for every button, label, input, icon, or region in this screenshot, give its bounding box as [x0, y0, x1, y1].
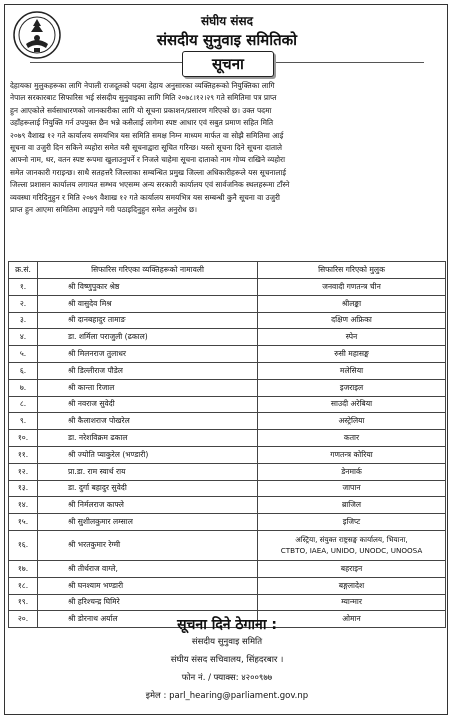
serial-cell: १९.	[9, 594, 38, 611]
country-text: डेनमार्क	[341, 466, 362, 476]
country-cell	[258, 463, 446, 480]
serial-cell: १२.	[9, 463, 38, 480]
nominee-name-cell: श्री नवराज सुवेदी	[38, 396, 258, 413]
serial-cell: १३.	[9, 480, 38, 497]
nominee-name-cell: श्री दानबहादुर तामाङ	[38, 312, 258, 329]
email-address[interactable]: इमेल : parl_hearing@parliament.gov.np	[145, 691, 309, 701]
nominee-name-cell: श्री तीर्थराज वाग्ले,	[38, 560, 258, 577]
body-line: सूचना वा उजुरी दिन सकिने व्यहोरा समेत यसै सूचनाद्वारा सूचित गरिन्छ। यस्तो सूचना दिने सूचना दाताले	[10, 143, 283, 153]
header-serial: क्र.सं.	[9, 262, 38, 279]
committee-title: संसदीय सुनुवाइ समितिको	[156, 31, 298, 49]
country-cell	[258, 329, 446, 346]
nominee-name-cell: डा. दुर्गा बहादुर सुवेदी	[38, 480, 258, 497]
table-row	[9, 577, 446, 594]
table-header-row	[9, 262, 446, 279]
country-cell	[258, 312, 446, 329]
notice-body	[10, 80, 446, 216]
nominee-name-cell: श्री डोरनाथ अर्याल	[38, 611, 258, 628]
serial-cell: १८.	[9, 577, 38, 594]
nominee-name-cell: श्री कैलाशराज पोखरेल	[38, 413, 258, 430]
header-country: सिफारिस गरिएको मुलुक	[258, 262, 446, 279]
body-line: देहायका मुलुकहरूका लागि नेपाली राजदूतको पदमा देहाय अनुसारका व्यक्तिहरूको नियुक्तिका लागि	[10, 81, 275, 90]
table-row	[9, 279, 446, 296]
country-text: रुसी महासङ्घ	[334, 349, 369, 359]
serial-cell: ८.	[9, 396, 38, 413]
address-committee: संसदीय सुनुवाइ समिति	[191, 637, 263, 647]
serial-cell: १६.	[9, 530, 38, 560]
nominee-name-cell: श्री कान्ता रिजाल	[38, 379, 258, 396]
nominee-name-cell: श्री हरिश्चन्द्र घिमिरे	[38, 594, 258, 611]
table-row	[9, 430, 446, 447]
country-cell	[258, 446, 446, 463]
serial-cell: ७.	[9, 379, 38, 396]
serial-cell: १०.	[9, 430, 38, 447]
table-row	[9, 295, 446, 312]
table-row	[9, 329, 446, 346]
body-line: हुन आएकोले सर्वसाधारणको जानकारीका लागि यो सूचना प्रकाशन/प्रसारण गरिएको छ। उक्त पदमा	[10, 105, 272, 115]
body-line: उहाँहरूलाई नियुक्ति गर्न उपयुक्त छैन भन्ने कसैलाई लागेमा स्पष्ट आधार एवं सबुत प्रमाण सहित मिति	[10, 118, 274, 128]
table-row	[9, 396, 446, 413]
country-text: बङ्गलादेश	[338, 580, 365, 590]
country-cell	[258, 594, 446, 611]
country-cell	[258, 413, 446, 430]
serial-cell: ६.	[9, 362, 38, 379]
serial-cell: ४.	[9, 329, 38, 346]
country-text: गणतन्त्र कोरिया	[330, 449, 373, 459]
country-text: म्यान्मार	[341, 597, 362, 607]
country-text: साउदी अरेबिया	[330, 399, 373, 409]
table-row	[9, 497, 446, 514]
country-text: मलेसिया	[339, 365, 364, 375]
country-cell	[258, 396, 446, 413]
nominee-name-cell: श्री मिलनराज तुलाधर	[38, 346, 258, 363]
serial-cell: ५.	[9, 346, 38, 363]
nominee-name-cell: श्री ज्योति प्याकुरेल (भण्डारी)	[38, 446, 258, 463]
country-text: बहराइन	[340, 563, 363, 573]
body-line: आफ्नो नाम, थर, वतन स्पष्ट रूपमा खुलाउनुपर्ने र निजले चाहेमा सूचना दाताको नाम गोप्य राखिने व्यहोरा	[10, 155, 285, 165]
address-heading: सूचना दिने ठेगाना :	[177, 617, 277, 633]
nominee-name-cell: डा. नरेशविक्रम ढकाल	[38, 430, 258, 447]
phone-fax: फोन नं. / फ्याक्स: ४२००९७७	[181, 673, 273, 683]
country-text: दक्षिण अफ्रिका	[331, 315, 372, 325]
notice-title-badge: सूचना	[182, 51, 274, 77]
serial-cell: ११.	[9, 446, 38, 463]
table-row	[9, 560, 446, 577]
country-text: इजराइल	[339, 382, 364, 392]
table-row	[9, 514, 446, 531]
table-row	[9, 346, 446, 363]
body-line: प्राप्त हुन आएमा समितिमा आइपुग्ने गरी पठाइदिनुहुन समेत अनुरोध छ।	[10, 205, 198, 215]
country-text: स्पेन	[345, 332, 358, 342]
country-text: जापान	[342, 483, 361, 493]
serial-cell: १४.	[9, 497, 38, 514]
table-row	[9, 530, 446, 560]
country-cell	[258, 362, 446, 379]
nominee-name-cell: श्री घनश्याम भण्डारी	[38, 577, 258, 594]
serial-cell: १५.	[9, 514, 38, 531]
country-text: अस्ट्रेलिया	[338, 416, 365, 426]
organization-title: संघीय संसद	[200, 14, 254, 28]
country-cell	[258, 379, 446, 396]
table-row	[9, 413, 446, 430]
nominee-table	[8, 261, 446, 628]
country-text: CTBTO, IAEA, UNIDO, UNODC, UNOOSA	[280, 546, 423, 556]
nominee-name-cell: श्री सुशीलकुमार लम्साल	[38, 514, 258, 531]
serial-cell: २.	[9, 295, 38, 312]
nominee-name-cell: श्री डिल्लीराज पौडेल	[38, 362, 258, 379]
country-text: ओमान	[342, 614, 361, 624]
country-text: इजिप्ट	[342, 517, 361, 527]
country-text: ब्राजिल	[341, 500, 362, 510]
serial-cell: १.	[9, 279, 38, 296]
country-text: जनवादी गणतन्त्र चीन	[322, 281, 381, 291]
nominee-name-cell: श्री विष्णुपुकार श्रेष्ठ	[38, 279, 258, 296]
country-text: अस्ट्रिया, संयुक्त राष्ट्रसङ्घ कार्यालय, भियाना,	[295, 535, 408, 545]
country-cell	[258, 514, 446, 531]
table-row	[9, 463, 446, 480]
serial-cell: २०.	[9, 611, 38, 628]
country-cell	[258, 577, 446, 594]
body-line: समेत जानकारी गराइन्छ। साथै सतहत्तरै जिल्लाका सम्बन्धित प्रमुख जिल्ला अधिकारीहरूले यस सूचनालाई	[10, 167, 286, 177]
body-line: व्यवस्था गरिदिनुहुन र मिति २०७९ वैशाख १२ गते कार्यालय समयभित्र यस सम्बन्धी कुनै सूचना वा उजुरी	[10, 192, 280, 202]
country-text: कतार	[343, 433, 360, 443]
nominee-name-cell: श्री निर्मलराज काफ्ले	[38, 497, 258, 514]
country-cell	[258, 346, 446, 363]
body-line: नेपाल सरकारबाट सिफारिस भई संसदीय सुनुवाइका लागि मिति २०७८।१२।२९ गते समितिमा पत्र प्राप्त	[10, 93, 277, 103]
nominee-name-cell: प्रा.डा. राम स्वार्थ राय	[38, 463, 258, 480]
nominee-name-cell: डा. शर्मिला पराजुली (ढकाल)	[38, 329, 258, 346]
country-cell	[258, 279, 446, 296]
country-cell	[258, 480, 446, 497]
country-cell	[258, 430, 446, 447]
table-row	[9, 362, 446, 379]
table-row	[9, 480, 446, 497]
serial-cell: १७.	[9, 560, 38, 577]
table-row	[9, 594, 446, 611]
body-line: जिल्ला प्रशासन कार्यालय लगायत सम्भव भएसम्म अन्य सरकारी कार्यालय एवं सार्वजनिक स्थलहरूमा टाँस्ने	[10, 180, 290, 190]
address-secretariat: संघीय संसद सचिवालय, सिंहदरबार ।	[170, 655, 284, 665]
serial-cell: ९.	[9, 413, 38, 430]
nominee-name-cell: श्री भरतकुमार रेग्मी	[38, 530, 258, 560]
country-text: श्रीलङ्का	[341, 298, 362, 308]
header-nominee-name: सिफारिस गरिएका व्यक्तिहरूको नामावली	[38, 262, 258, 279]
country-cell	[258, 497, 446, 514]
country-cell	[258, 295, 446, 312]
nominee-name-cell: श्री वासुदेव मिश्र	[38, 295, 258, 312]
table-row	[9, 379, 446, 396]
body-line: २०७९ वैशाख १२ गते कार्यालय समयभित्र यस समिति समक्ष निम्न माध्यम मार्फत वा सोझै समितिमा आई	[10, 130, 284, 140]
table-row	[9, 312, 446, 329]
country-cell	[258, 560, 446, 577]
table-row	[9, 446, 446, 463]
country-cell	[258, 530, 446, 560]
serial-cell: ३.	[9, 312, 38, 329]
